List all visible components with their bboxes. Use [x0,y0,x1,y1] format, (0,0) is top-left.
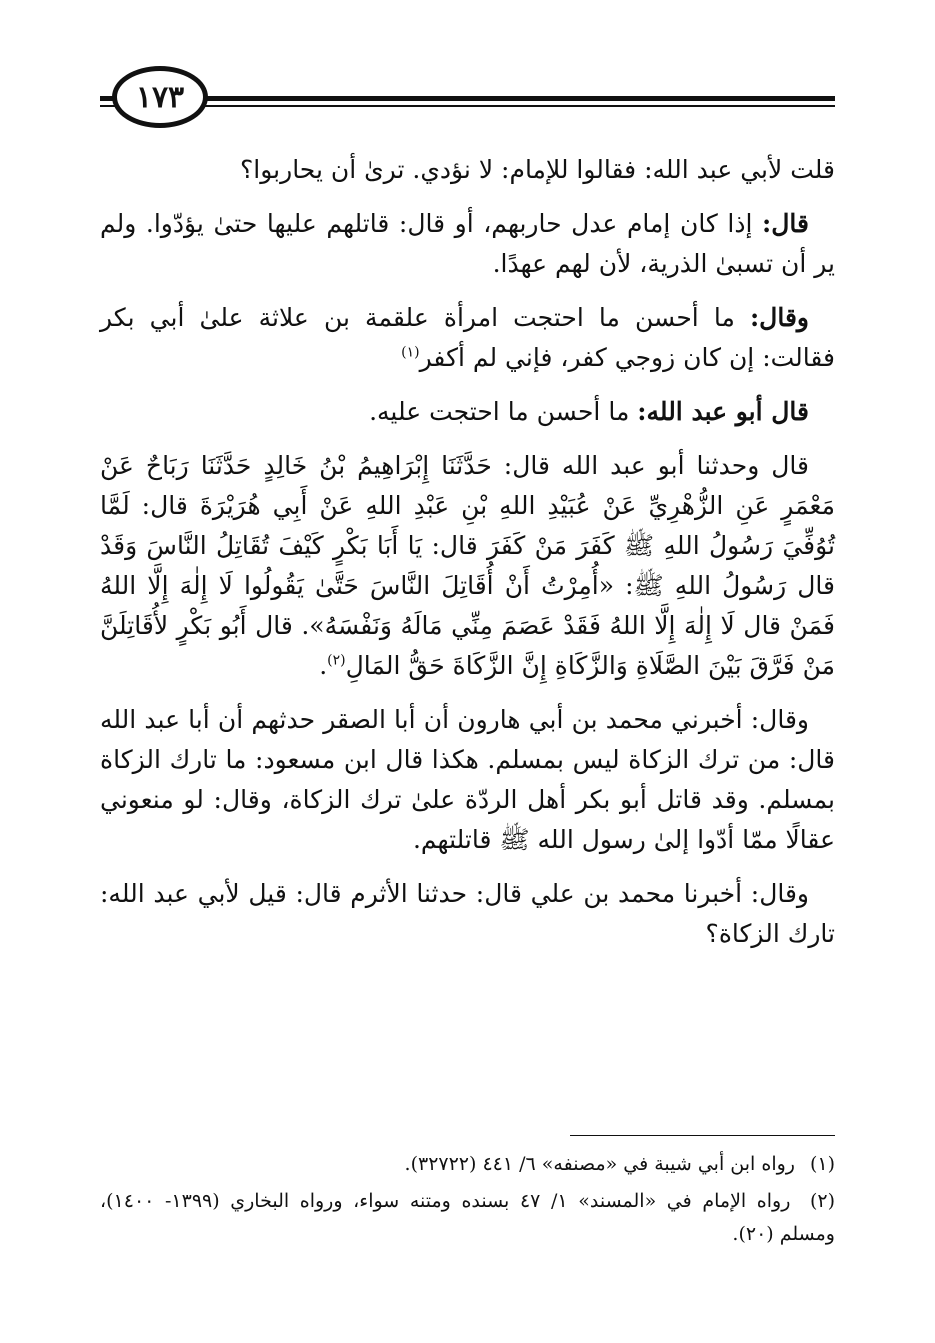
page-number: ١٧٣ [135,79,185,115]
paragraph-text: قال وحدثنا أبو عبد الله قال: حَدَّثَنَا إِبْرَاهِيمُ بْنُ خَالِدٍ حَدَّثَنَا رَبَاحٌ عَنْ مَعْمَرٍ عَنِ الزُّهْرِيِّ عَنْ عُبَيْدِ اللهِ بْنِ عَبْدِ اللهِ عَنْ أَبِي هُرَيْرَةَ قال: لَمَّا تُوُفِّيَ رَسُولُ اللهِ ﷺ كَفَرَ مَنْ كَفَرَ قال: يَا أَبَا بَكْرٍ كَيْفَ تُقَاتِلُ النَّاسَ وَقَدْ قال رَسُولُ اللهِ ﷺ: «أُمِرْتُ أَنْ أُقَاتِلَ النَّاسَ حَتَّىٰ يَقُولُوا لَا إِلٰهَ إِلَّا اللهُ فَمَنْ قال لَا إِلٰهَ إِلَّا اللهُ فَقَدْ عَصَمَ مِنِّي مَالَهُ وَنَفْسَهُ». قال أَبُو بَكْرٍ لأُقَاتِلَنَّ مَنْ فَرَّقَ بَيْنَ الصَّلَاةِ وَالزَّكَاةِ إِنَّ الزَّكَاةَ حَقُّ المَالِ [100,451,835,680]
paragraph-lead: قال: [762,209,809,238]
paragraph [100,874,835,954]
paragraph [100,204,835,284]
paragraph-text: ما أحسن ما احتجت امرأة علقمة بن علاثة علىٰ أبي بكر فقالت: إن كان زوجي كفر، فإني لم أكفر [100,303,835,372]
paragraph-text: قلت لأبي عبد الله: فقالوا للإمام: لا نؤدي. ترىٰ أن يحاربوا؟ [240,155,835,184]
paragraph [100,392,835,432]
footnote-separator [570,1135,835,1136]
footnote [100,1185,835,1251]
main-text [100,150,835,968]
paragraph-lead: قال أبو عبد الله: [637,397,809,426]
footnote-ref: (١) [401,344,420,361]
footnotes [100,1148,835,1255]
footnote-text: رواه ابن أبي شيبة في «مصنفه» ٦/ ٤٤١ (٣٢٧٢٢). [404,1153,795,1175]
footnote [100,1148,835,1181]
paragraph [100,446,835,686]
footnote-ref: (٢) [327,652,346,669]
page-number-oval [112,66,208,128]
paragraph-tail: . [319,651,328,680]
header-rule-thin [100,105,835,107]
footnote-number: (١) [809,1153,835,1175]
footnote-text: رواه الإمام في «المسند» ١/ ٤٧ بسنده ومتنه سواء، ورواه البخاري (١٣٩٩- ١٤٠٠)، ومسلم (٢٠). [100,1190,835,1245]
paragraph-text: إذا كان إمام عدل حاربهم، أو قال: قاتلهم عليها حتىٰ يؤدّوا. ولم ير أن تسبىٰ الذرية، لأن لهم عهدًا. [100,209,835,278]
footnote-number: (٢) [809,1190,835,1212]
paragraph [100,298,835,378]
paragraph [100,700,835,860]
paragraph [100,150,835,190]
paragraph-lead: وقال: [749,303,809,332]
paragraph-text: وقال: أخبرني محمد بن أبي هارون أن أبا الصقر حدثهم أن أبا عبد الله قال: من ترك الزكاة ليس بمسلم. هكذا قال ابن مسعود: ما تارك الزكاة بمسلم. وقد قاتل أبو بكر أهل الردّة علىٰ ترك الزكاة، وقال: لو منعوني عقالًا ممّا أدّوا إلىٰ رسول الله ﷺ قاتلتهم. [100,705,835,854]
paragraph-text: ما أحسن ما احتجت عليه. [369,397,638,426]
header-rule-thick [100,96,835,101]
paragraph-text: وقال: أخبرنا محمد بن علي قال: حدثنا الأثرم قال: قيل لأبي عبد الله: تارك الزكاة؟ [100,879,835,948]
